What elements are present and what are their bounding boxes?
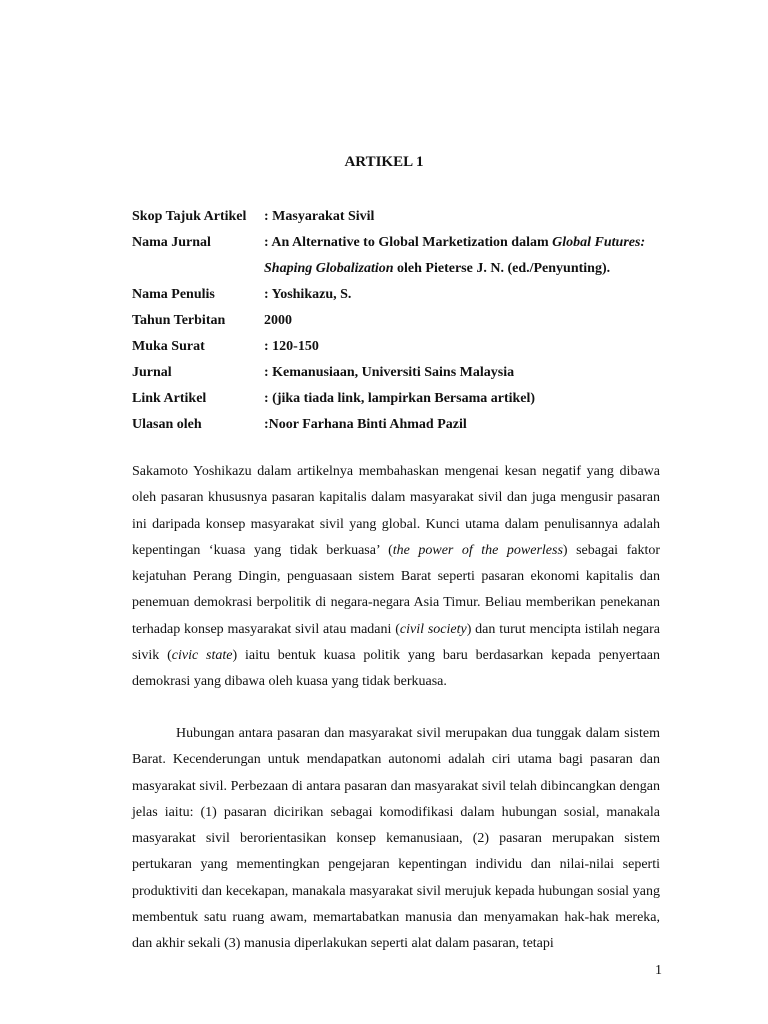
paragraph-1-italic-c: civic state: [171, 648, 233, 664]
article-metadata: [132, 204, 672, 438]
meta-row-jurnal: [132, 360, 672, 386]
meta-value-jurnal: : Kemanusiaan, Universiti Sains Malaysia: [264, 365, 515, 380]
meta-value-penulis: : Yoshikazu, S.: [264, 287, 352, 302]
meta-value-nama-jurnal: [264, 230, 672, 282]
meta-value-nama-jurnal-italic: Global Futures: Shaping Globalization: [264, 235, 646, 276]
meta-label-muka-surat: Muka Surat: [132, 339, 205, 354]
meta-label-skop: Skop Tajuk Artikel: [132, 209, 247, 224]
meta-label-ulasan: Ulasan oleh: [132, 417, 202, 432]
meta-value-ulasan: :Noor Farhana Binti Ahmad Pazil: [264, 417, 467, 432]
meta-value-tahun: 2000: [264, 313, 292, 328]
paragraph-1-italic-a: the power of the powerless: [392, 542, 563, 558]
meta-value-nama-jurnal-part2: oleh Pieterse J. N. (ed./Penyunting).: [393, 261, 611, 276]
meta-row-muka-surat: [132, 334, 672, 360]
paragraph-1-text-c: ) dan turut mencipta istilah negara sivik (: [132, 621, 660, 664]
meta-value-muka-surat: : 120-150: [264, 339, 319, 354]
meta-value-link: : (jika tiada link, lampirkan Bersama artikel): [264, 391, 536, 406]
paragraph-1: [132, 459, 660, 696]
meta-label-jurnal: Jurnal: [132, 365, 172, 380]
paragraph-2: [132, 721, 660, 958]
paragraph-2-text: Hubungan antara pasaran dan masyarakat sivil merupakan dua tunggak dalam sistem Barat. Kecenderungan untuk mendapatkan autonomi adalah ciri utama bagi pasaran dan masyarakat sivil. Perbezaan di antara pasaran dan masyarakat sivil telah dibincangkan dengan jelas iaitu: (1) pasaran dicirikan sebagai komodifikasi dalam hubungan sosial, manakala masyarakat sivil berorientasikan konsep kemanusiaan, (2) pasaran merupakan sistem pertukaran yang mementingkan pengejaran kepentingan individu dan nilai-nilai seperti produktiviti dan kecekapan, manakala masyarakat sivil merujuk kepada hubungan sosial yang membentuk satu ruang awam, memartabatkan manusia dan menyamakan hak-hak mereka, dan akhir sekali (3) manusia diperlakukan seperti alat dalam pasaran, tetapi: [132, 726, 660, 952]
meta-label-link: Link Artikel: [132, 391, 207, 406]
paragraph-1-text-b: ) sebagai faktor kejatuhan Perang Dingin, penguasaan sistem Barat seperti pasaran ekonomi kapitalis dan penemuan demokrasi berpolitik di negara-negara Asia Timur. Beliau memberikan penekanan terhadap konsep masyarakat sivil atau madani (: [132, 542, 660, 637]
meta-row-ulasan: [132, 412, 672, 438]
article-title: ARTIKEL 1: [344, 154, 424, 170]
meta-value-skop: : Masyarakat Sivil: [264, 209, 375, 224]
meta-row-penulis: [132, 282, 672, 308]
paragraph-1-text: [132, 459, 660, 696]
meta-label-penulis: Nama Penulis: [132, 287, 215, 302]
paragraph-1-text-d: ) iaitu bentuk kuasa politik yang baru berdasarkan kepada penyertaan demokrasi yang dibawa oleh kuasa yang tidak berkuasa.: [132, 648, 660, 690]
meta-label-nama-jurnal: Nama Jurnal: [132, 235, 211, 250]
meta-row-nama-jurnal: [132, 230, 672, 282]
meta-label-tahun: Tahun Terbitan: [132, 313, 226, 328]
paragraph-1-text-a: Sakamoto Yoshikazu dalam artikelnya membahaskan mengenai kesan negatif yang dibawa oleh pasaran khususnya pasaran kapitalis dalam masyarakat sivil dan juga mengusir pasaran ini daripada konsep masyarakat sivil yang global. Kunci utama dalam penulisannya adalah kepentingan ‘kuasa yang tidak berkuasa’ (: [132, 464, 660, 558]
meta-row-tahun: [132, 308, 672, 334]
meta-value-nama-jurnal-part1: : An Alternative to Global Marketization dalam: [264, 235, 553, 250]
meta-row-link: [132, 386, 672, 412]
paragraph-1-italic-b: civil society: [399, 621, 467, 637]
page-number: 1: [655, 963, 662, 978]
meta-row-skop: [132, 204, 672, 230]
